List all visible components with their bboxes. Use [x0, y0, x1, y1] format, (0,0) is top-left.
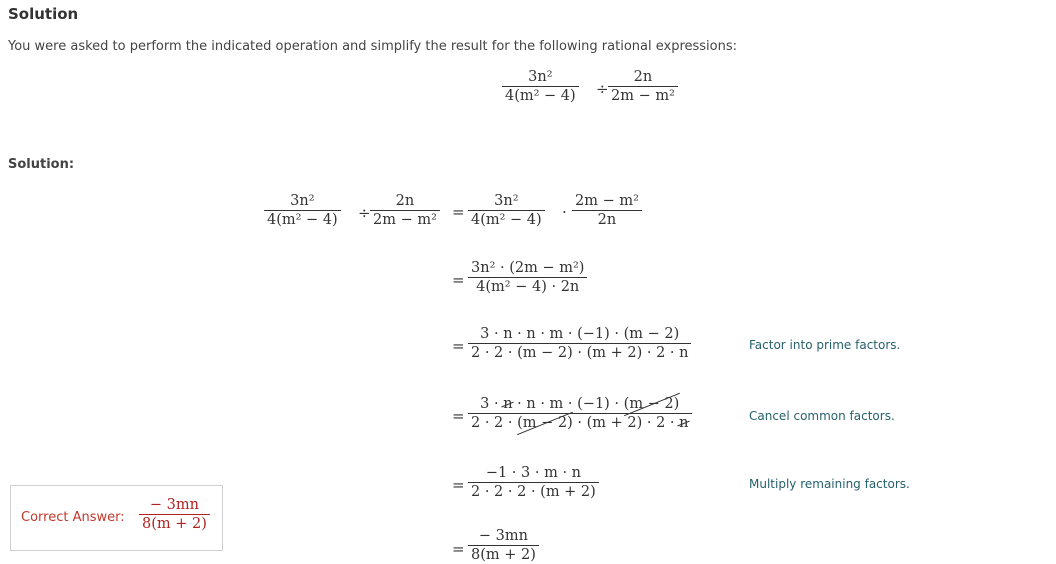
divide-operator: ÷ — [596, 80, 609, 98]
correct-answer-box — [10, 485, 223, 551]
equals-sign: = — [452, 203, 465, 221]
equals-sign: = — [452, 540, 465, 558]
fraction-numerator: 3n² · (2m − m²) — [471, 260, 585, 276]
step4-note: Cancel common factors. — [749, 409, 895, 423]
step5-note: Multiply remaining factors. — [749, 477, 910, 491]
problem-statement: You were asked to perform the indicated operation and simplify the result for the following rational expressions: — [8, 39, 738, 54]
fraction-numerator: 2n — [633, 69, 653, 85]
solution-label: Solution: — [8, 157, 75, 172]
step1-a-fraction — [468, 192, 545, 229]
step3-fraction — [468, 325, 691, 362]
fraction-denominator: 2 · 2 · (m − 2) · (m + 2) · 2 · n — [468, 343, 691, 362]
fraction-denominator: 2n — [572, 210, 642, 229]
fraction-numerator: 3n² — [494, 193, 519, 209]
fraction-numerator: −1 · 3 · m · n — [485, 465, 581, 481]
step1-left-fraction — [264, 192, 341, 229]
fraction-numerator: − 3mn — [149, 497, 199, 513]
step2-fraction — [468, 259, 587, 296]
step1-right-fraction — [370, 192, 440, 229]
equals-sign: = — [452, 476, 465, 494]
multiply-dot: · — [562, 203, 567, 221]
denominator-part: 2 · 2 · — [471, 415, 518, 431]
fraction-denominator: 8(m + 2) — [139, 514, 210, 533]
equals-sign: = — [452, 337, 465, 355]
cancelled-factor: n — [679, 415, 689, 431]
fraction-denominator — [468, 413, 692, 432]
step1-b-fraction — [572, 192, 642, 229]
fraction-numerator: 2n — [395, 193, 415, 209]
fraction-denominator: 4(m² − 4) — [264, 210, 341, 229]
fraction-denominator: 2m − m² — [370, 210, 440, 229]
problem-left-fraction — [502, 68, 579, 105]
fraction-numerator — [468, 395, 692, 413]
denominator-part: · (m + 2) · 2 · — [572, 415, 680, 431]
numerator-part: · n · m · (−1) · — [512, 396, 624, 412]
equals-sign: = — [452, 407, 465, 425]
correct-answer-fraction — [139, 496, 210, 533]
fraction-denominator: 2m − m² — [608, 86, 678, 105]
step6-fraction — [468, 527, 539, 564]
problem-right-fraction — [608, 68, 678, 105]
solution-heading: Solution — [8, 5, 79, 23]
correct-answer-label: Correct Answer: — [21, 510, 125, 525]
fraction-denominator: 2 · 2 · 2 · (m + 2) — [468, 482, 599, 501]
divide-operator: ÷ — [358, 204, 371, 222]
fraction-numerator: 3n² — [290, 193, 315, 209]
step5-fraction — [468, 464, 599, 501]
fraction-numerator: 2m − m² — [575, 193, 639, 209]
cancelled-factor: n — [503, 396, 513, 412]
fraction-denominator: 4(m² − 4) — [468, 210, 545, 229]
fraction-denominator: 4(m² − 4) — [502, 86, 579, 105]
fraction-numerator: 3 · n · n · m · (−1) · (m − 2) — [480, 326, 680, 342]
cancelled-factor: (m − 2) — [623, 396, 680, 412]
step3-note: Factor into prime factors. — [749, 338, 901, 352]
fraction-numerator: − 3mn — [478, 528, 528, 544]
cancelled-factor: (m − 2) — [517, 415, 573, 431]
step4-fraction — [468, 395, 692, 432]
fraction-denominator: 4(m² − 4) · 2n — [468, 277, 587, 296]
fraction-numerator: 3n² — [528, 69, 553, 85]
fraction-denominator: 8(m + 2) — [468, 545, 539, 564]
equals-sign: = — [452, 271, 465, 289]
numerator-part: 3 · — [480, 396, 504, 412]
